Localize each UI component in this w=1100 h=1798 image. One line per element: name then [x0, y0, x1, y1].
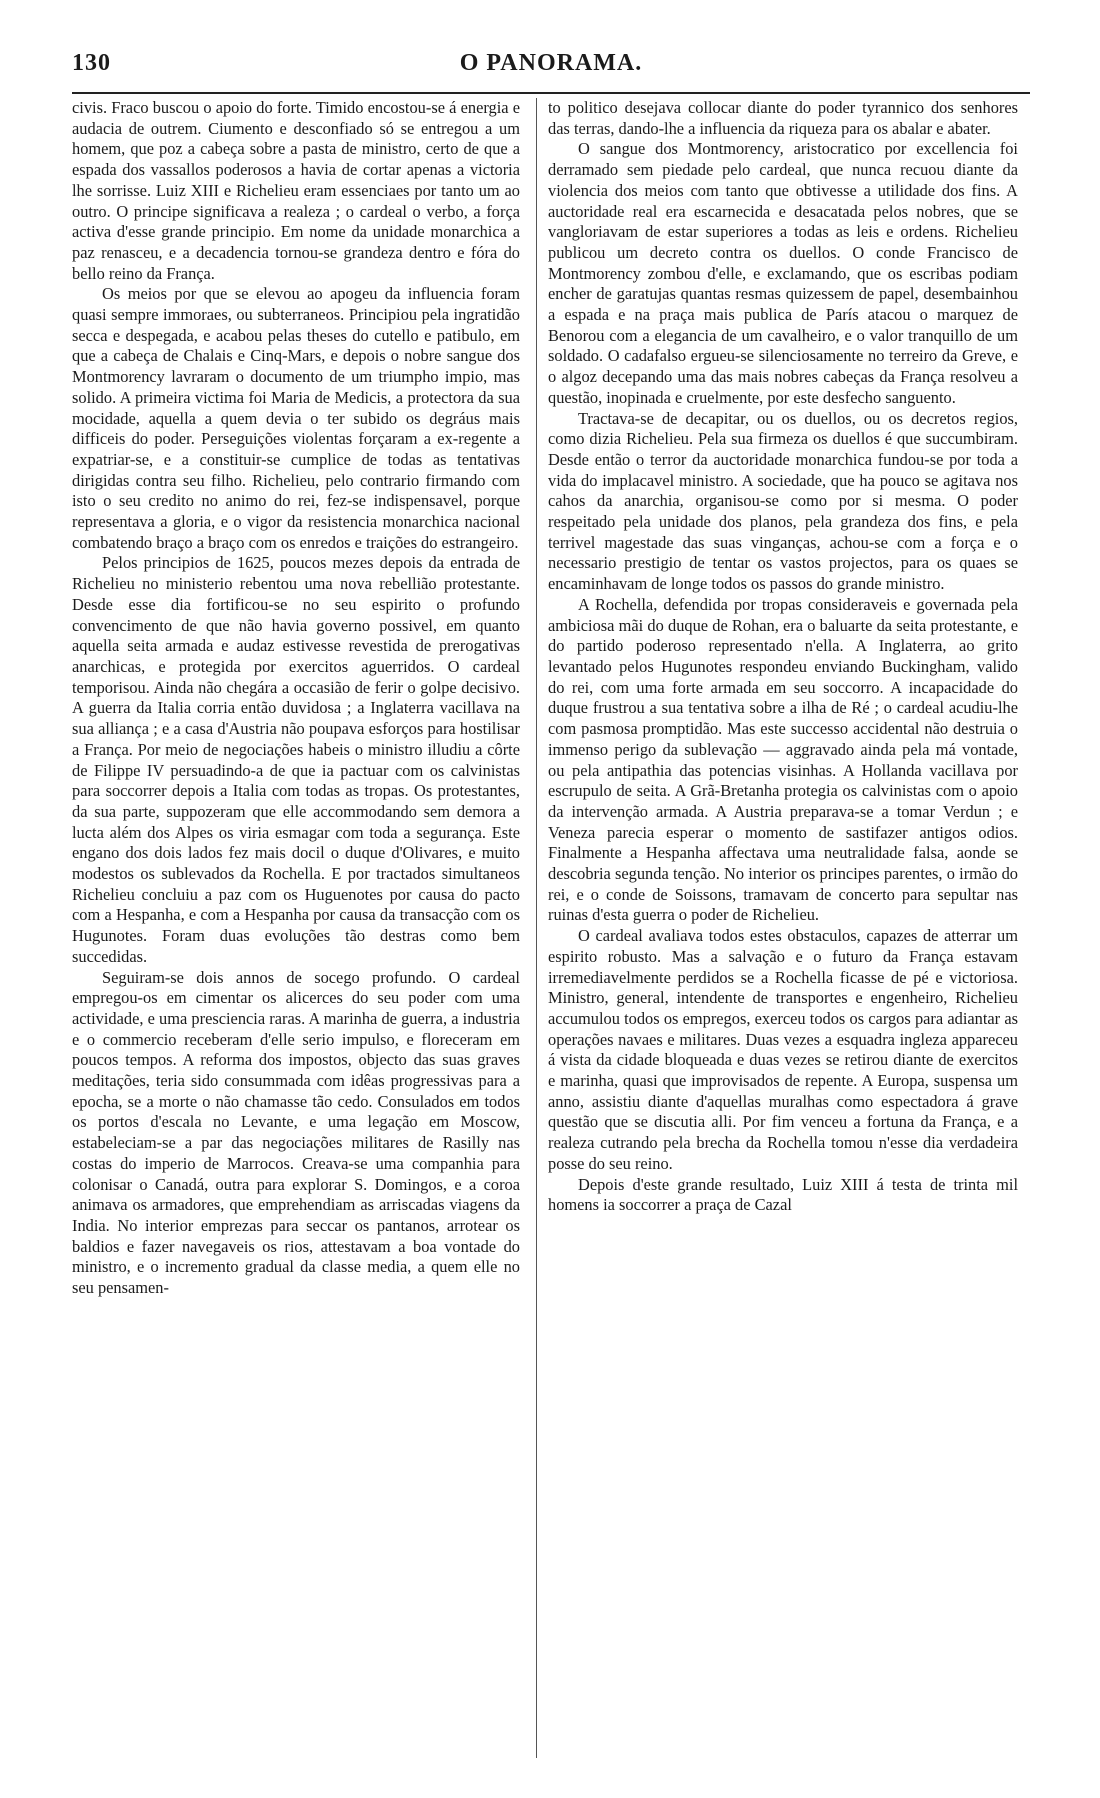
header-rule	[72, 92, 1030, 94]
right-paragraph-3: Tractava-se de decapitar, ou os duellos, ou os decretos regios, como dizia Richelieu. Pela sua firmeza os duellos é que succumbiram. Desde então o terror da auctoridade monarchica fundou-se por toda a vida do implacavel ministro. A sociedade, que ha pouco se agitava nos cahos da anarchia, organisou-se como por si mesma. O poder respeitado pela unidade dos planos, pela grandeza dos fins, e pela terrivel magestade das suas vinganças, achou-se com a força e o necessario prestigio de tentar os vastos projectos, para os quaes se encaminhavam de longe todos os passos do grande ministro.	[548, 408, 1018, 594]
right-paragraph-1: to politico desejava collocar diante do poder tyrannico dos senhores das terras, dando-lhe a influencia da riqueza para os abalar e abater.	[548, 98, 1018, 138]
left-column	[72, 98, 520, 1299]
page-header	[72, 50, 1030, 84]
running-title: O PANORAMA.	[459, 50, 643, 76]
left-paragraph-2: Os meios por que se elevou ao apogeu da influencia foram quasi sempre immoraes, ou subterraneos. Principiou pela ingratidão secca e despegada, e acabou pelas theses do cutello e patibulo, em que a cabeça de Chalais e Cinq-Mars, e depois o nobre sangue dos Montmorency lavraram o documento de um triumpho impio, mas solido. A primeira victima foi Maria de Medicis, a protectora da sua mocidade, aquella a quem devia o ter subido os degráus mais difficeis do poder. Perseguições violentas forçaram a ex-regente a expatriar-se, e a constituir-se cumplice de todas as tentativas dirigidas contra seu filho. Richelieu, pelo contrario firmando com isto o seu credito no animo do rei, fez-se indispensavel, porque representava a gloria, e o vigor da resistencia monarchica nacional combatendo braço a braço com os enredos e traições do estrangeiro.	[72, 284, 520, 552]
left-paragraph-1: civis. Fraco buscou o apoio do forte. Timido encostou-se á energia e audacia de outrem. Ciumento e desconfiado só se entregou a um homem, que poz a cabeça sobre a pasta de ministro, certo de que a espada dos vassallos poderosos a havia de cortar apenas a victoria lhe sorrisse. Luiz XIII e Richelieu eram essenciaes por tanto um ao outro. O principe significava a realeza ; o cardeal o verbo, a força activa d'esse grande principio. Em nome da unidade monarchica a paz renasceu, e a decadencia tornou-se grandeza dentro e fóra do bello reino da França.	[72, 98, 520, 283]
page-number: 130	[72, 50, 111, 76]
right-column	[548, 98, 1018, 1216]
right-paragraph-2: O sangue dos Montmorency, aristocratico por excellencia foi derramado sem piedade pelo cardeal, que nunca recuou diante da violencia dos meios com tanto que obtivesse a utilidade dos fins. A auctoridade real era escarnecida e desacatada pelos nobres, que se vangloriavam de estar superiores a todas as leis e ordens. Richelieu publicou um decreto contra os duellos. O conde Francisco de Montmorency zombou d'elle, e exclamando, que os escribas podiam encher de garatujas quantas resmas quizessem de papel, desembainhou a espada e na praça mais publica de París atacou o marquez de Benorou com a elegancia de um cavalheiro, e o valor tranquillo de um soldado. O cadafalso ergueu-se silenciosamente no terreiro da Greve, e o algoz decepando uma das mais nobres cabeças da França resolveu a questão, inopinada e cruelmente, por este desfecho sanguento.	[548, 139, 1018, 407]
column-divider	[536, 98, 537, 1758]
right-paragraph-4: A Rochella, defendida por tropas consideraveis e governada pela ambiciosa mãi do duque de Rohan, era o baluarte da seita protestante, e do partido poderoso representado n'ella. A Inglaterra, ao grito levantado pelos Hugunotes respondeu enviando Buckingham, valido do rei, com uma forte armada em seu soccorro. A incapacidade do duque frustrou a sua tentativa sobre a ilha de Ré ; o cardeal acudiu-lhe com pasmosa promptidão. Mas este successo accidental não destruia o immenso perigo da sublevação — aggravado ainda pela má vontade, ou pela antipathia das potencias visinhas. A Hollanda vacillava por escrupulo de seita. A Grã-Bretanha protegia os calvinistas com o apoio da intervenção armada. A Austria preparava-se a tomar Verdun ; e Veneza parecia esperar o momento de sastifazer antigos odios. Finalmente a Hespanha affectava uma neutralidade falsa, aonde se descobria segunda tenção. No interior os principes parentes, o irmão do rei, e o conde de Soissons, tramavam de concerto para sepultar nas ruinas d'esta guerra o poder de Richelieu.	[548, 594, 1018, 925]
right-paragraph-6: Depois d'este grande resultado, Luiz XIII á testa de trinta mil homens ia soccorrer a praça de Cazal	[548, 1174, 1018, 1215]
left-paragraph-3: Pelos principios de 1625, poucos mezes depois da entrada de Richelieu no ministerio rebentou uma nova rebellião protestante. Desde esse dia fortificou-se no seu espirito o profundo convencimento de que não havia governo possivel, em quanto aquella seita armada e audaz estivesse revestida de prerogativas anarchicas, e protegida por exercitos aguerridos. O cardeal temporisou. Ainda não chegára a occasião de ferir o golpe decisivo. A guerra da Italia corria então duvidosa ; a Inglaterra vacillava na sua alliança ; e a casa d'Austria não poupava esforços para hostilisar a França. Por meio de negociações habeis o ministro illudiu a côrte de Filippe IV persuadindo-a de que ia pactuar com os calvinistas para soccorrer depois a Italia com todas as tropas. Os protestantes, da sua parte, suppozeram que elle accommodando sem demora a lucta além dos Alpes os viria esmagar com toda a segurança. Este engano dos dois lados fez mais docil o duque d'Olivares, e muito modestos os sublevados da Rochella. E por tractados simultaneos Richelieu concluiu a paz com os Huguenotes por causa do pacto com a Hespanha, e com a Hespanha por causa da transacção com os Hugunotes. Foram duas evoluções tão destras como bem succedidas.	[72, 553, 520, 966]
right-paragraph-5: O cardeal avaliava todos estes obstaculos, capazes de atterrar um espirito robusto. Mas a salvação e o futuro da França estavam irremediavelmente perdidos se a Rochella ficasse de pé e victoriosa. Ministro, general, intendente de transportes e engenheiro, Richelieu accumulou todos os empregos, exerceu todos os cargos para adiantar as operações navaes e militares. Duas vezes a esquadra ingleza appareceu á vista da cidade bloqueada e duas vezes se retirou diante de exercitos e marinha, quasi que improvisados de repente. A Europa, suspensa um anno, assistiu diante d'aquellas muralhas como espectadora á grave questão que se discutia alli. Por fim venceu a fortuna da França, e a realeza cutrando pela brecha da Rochella tomou n'esse dia verdadeira posse do seu reino.	[548, 926, 1018, 1173]
left-paragraph-4: Seguiram-se dois annos de socego profundo. O cardeal empregou-os em cimentar os alicerces do seu poder com uma actividade, e uma presciencia raras. A marinha de guerra, a industria e o commercio receberam d'elle serio impulso, e floreceram em poucos tempos. A reforma dos impostos, objecto das suas graves meditações, teria sido consummada com idêas progressivas para a epocha, se a morte o não chamasse tão cedo. Consulados em todos os portos d'escala no Levante, e uma legação em Moscow, estabeleciam-se a par das negociações militares de Rasilly nas costas do imperio de Marrocos. Creava-se uma companhia para colonisar o Canadá, outra para explorar S. Domingos, e a coroa animava os armadores, que emprehendiam as arriscadas viagens da India. No interior emprezas para seccar os pantanos, arrotear os baldios e fazer navegaveis os rios, attestavam a boa vontade do ministro, e o incremento gradual da classe media, a quem elle no seu pensamen-	[72, 967, 520, 1298]
